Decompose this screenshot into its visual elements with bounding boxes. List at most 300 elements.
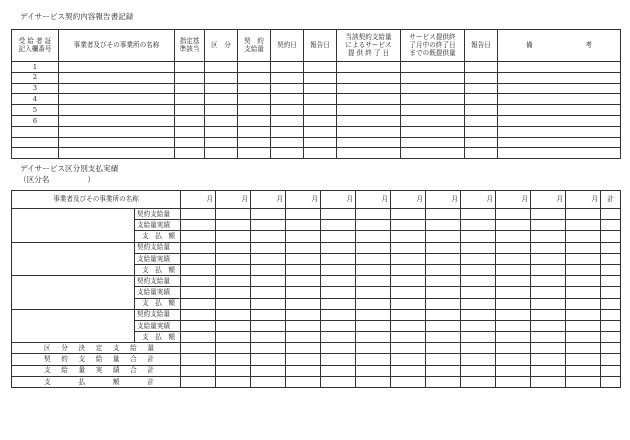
entry-cell[interactable]	[59, 115, 175, 126]
entry-cell[interactable]	[465, 148, 498, 159]
entry-cell[interactable]	[304, 115, 337, 126]
amount-cell[interactable]	[461, 298, 496, 309]
amount-cell[interactable]	[321, 332, 356, 343]
amount-cell[interactable]	[286, 320, 321, 331]
entry-cell[interactable]	[238, 137, 271, 148]
entry-cell[interactable]	[465, 137, 498, 148]
amount-cell[interactable]	[356, 332, 391, 343]
amount-cell[interactable]	[461, 365, 496, 376]
entry-cell[interactable]	[498, 126, 621, 137]
amount-cell[interactable]	[251, 253, 286, 264]
entry-cell[interactable]	[465, 105, 498, 116]
entry-cell[interactable]	[59, 83, 175, 94]
amount-cell[interactable]	[321, 253, 356, 264]
amount-cell[interactable]	[181, 320, 216, 331]
amount-cell[interactable]	[251, 332, 286, 343]
amount-cell[interactable]	[181, 253, 216, 264]
amount-cell[interactable]	[216, 320, 251, 331]
entry-cell[interactable]	[465, 115, 498, 126]
amount-cell[interactable]	[601, 209, 621, 220]
amount-cell[interactable]	[356, 309, 391, 320]
amount-cell[interactable]	[286, 309, 321, 320]
entry-cell[interactable]	[401, 94, 465, 105]
amount-cell[interactable]	[426, 231, 461, 242]
entry-cell[interactable]	[205, 62, 238, 73]
amount-cell[interactable]	[181, 231, 216, 242]
amount-cell[interactable]	[181, 354, 216, 365]
amount-cell[interactable]	[566, 332, 601, 343]
amount-cell[interactable]	[496, 220, 531, 231]
entry-cell[interactable]	[401, 105, 465, 116]
amount-cell[interactable]	[286, 354, 321, 365]
amount-cell[interactable]	[286, 242, 321, 253]
amount-cell[interactable]	[496, 264, 531, 275]
entry-cell[interactable]	[401, 62, 465, 73]
amount-cell[interactable]	[391, 376, 426, 387]
amount-cell[interactable]	[286, 287, 321, 298]
entry-cell[interactable]	[337, 126, 401, 137]
amount-cell[interactable]	[391, 264, 426, 275]
amount-cell[interactable]	[251, 209, 286, 220]
entry-cell[interactable]	[205, 137, 238, 148]
amount-cell[interactable]	[356, 253, 391, 264]
amount-cell[interactable]	[251, 320, 286, 331]
entry-cell[interactable]	[238, 148, 271, 159]
amount-cell[interactable]	[601, 264, 621, 275]
amount-cell[interactable]	[531, 320, 566, 331]
entry-cell[interactable]	[465, 72, 498, 83]
amount-cell[interactable]	[181, 287, 216, 298]
amount-cell[interactable]	[321, 298, 356, 309]
entry-cell[interactable]	[205, 105, 238, 116]
amount-cell[interactable]	[601, 276, 621, 287]
entry-cell[interactable]	[271, 72, 304, 83]
entry-cell[interactable]	[205, 115, 238, 126]
amount-cell[interactable]	[426, 242, 461, 253]
amount-cell[interactable]	[566, 253, 601, 264]
amount-cell[interactable]	[356, 298, 391, 309]
amount-cell[interactable]	[496, 365, 531, 376]
amount-cell[interactable]	[251, 242, 286, 253]
amount-cell[interactable]	[391, 287, 426, 298]
entry-cell[interactable]	[59, 62, 175, 73]
entry-cell[interactable]	[304, 83, 337, 94]
amount-cell[interactable]	[461, 276, 496, 287]
entry-cell[interactable]	[337, 72, 401, 83]
amount-cell[interactable]	[531, 365, 566, 376]
amount-cell[interactable]	[181, 276, 216, 287]
amount-cell[interactable]	[601, 231, 621, 242]
amount-cell[interactable]	[461, 242, 496, 253]
entry-cell[interactable]	[59, 94, 175, 105]
amount-cell[interactable]	[461, 354, 496, 365]
amount-cell[interactable]	[286, 332, 321, 343]
amount-cell[interactable]	[391, 354, 426, 365]
amount-cell[interactable]	[566, 209, 601, 220]
amount-cell[interactable]	[531, 376, 566, 387]
amount-cell[interactable]	[251, 365, 286, 376]
amount-cell[interactable]	[251, 343, 286, 354]
entry-cell[interactable]	[238, 115, 271, 126]
amount-cell[interactable]	[461, 209, 496, 220]
amount-cell[interactable]	[251, 264, 286, 275]
amount-cell[interactable]	[391, 365, 426, 376]
entry-cell[interactable]	[498, 137, 621, 148]
amount-cell[interactable]	[601, 287, 621, 298]
amount-cell[interactable]	[531, 287, 566, 298]
entry-cell[interactable]	[175, 105, 205, 116]
amount-cell[interactable]	[181, 264, 216, 275]
amount-cell[interactable]	[286, 276, 321, 287]
amount-cell[interactable]	[216, 376, 251, 387]
amount-cell[interactable]	[356, 365, 391, 376]
amount-cell[interactable]	[601, 253, 621, 264]
amount-cell[interactable]	[391, 343, 426, 354]
amount-cell[interactable]	[391, 242, 426, 253]
amount-cell[interactable]	[566, 298, 601, 309]
amount-cell[interactable]	[391, 231, 426, 242]
amount-cell[interactable]	[321, 220, 356, 231]
amount-cell[interactable]	[496, 343, 531, 354]
amount-cell[interactable]	[531, 253, 566, 264]
entry-cell[interactable]	[401, 72, 465, 83]
entry-cell[interactable]	[498, 148, 621, 159]
amount-cell[interactable]	[391, 209, 426, 220]
amount-cell[interactable]	[496, 276, 531, 287]
entry-cell[interactable]	[175, 94, 205, 105]
amount-cell[interactable]	[181, 298, 216, 309]
amount-cell[interactable]	[356, 320, 391, 331]
amount-cell[interactable]	[356, 231, 391, 242]
amount-cell[interactable]	[496, 287, 531, 298]
amount-cell[interactable]	[181, 242, 216, 253]
entry-cell[interactable]	[271, 105, 304, 116]
amount-cell[interactable]	[566, 276, 601, 287]
amount-cell[interactable]	[496, 231, 531, 242]
amount-cell[interactable]	[356, 276, 391, 287]
amount-cell[interactable]	[601, 332, 621, 343]
amount-cell[interactable]	[426, 354, 461, 365]
amount-cell[interactable]	[531, 276, 566, 287]
amount-cell[interactable]	[321, 231, 356, 242]
amount-cell[interactable]	[391, 332, 426, 343]
provider-name-cell[interactable]	[12, 309, 135, 343]
entry-cell[interactable]	[175, 62, 205, 73]
entry-cell[interactable]	[304, 126, 337, 137]
entry-cell[interactable]	[59, 137, 175, 148]
amount-cell[interactable]	[391, 320, 426, 331]
entry-cell[interactable]	[59, 148, 175, 159]
amount-cell[interactable]	[531, 354, 566, 365]
amount-cell[interactable]	[426, 264, 461, 275]
amount-cell[interactable]	[286, 231, 321, 242]
entry-cell[interactable]	[238, 94, 271, 105]
amount-cell[interactable]	[356, 242, 391, 253]
amount-cell[interactable]	[286, 253, 321, 264]
entry-cell[interactable]	[59, 72, 175, 83]
entry-cell[interactable]	[401, 115, 465, 126]
amount-cell[interactable]	[391, 253, 426, 264]
amount-cell[interactable]	[531, 209, 566, 220]
entry-cell[interactable]	[465, 126, 498, 137]
amount-cell[interactable]	[216, 365, 251, 376]
amount-cell[interactable]	[356, 343, 391, 354]
amount-cell[interactable]	[216, 332, 251, 343]
entry-cell[interactable]	[337, 83, 401, 94]
amount-cell[interactable]	[461, 220, 496, 231]
amount-cell[interactable]	[251, 309, 286, 320]
amount-cell[interactable]	[601, 309, 621, 320]
amount-cell[interactable]	[566, 354, 601, 365]
entry-cell[interactable]	[401, 126, 465, 137]
amount-cell[interactable]	[496, 354, 531, 365]
amount-cell[interactable]	[531, 298, 566, 309]
amount-cell[interactable]	[566, 343, 601, 354]
amount-cell[interactable]	[216, 264, 251, 275]
amount-cell[interactable]	[216, 276, 251, 287]
amount-cell[interactable]	[321, 309, 356, 320]
entry-cell[interactable]	[271, 126, 304, 137]
amount-cell[interactable]	[496, 320, 531, 331]
amount-cell[interactable]	[531, 231, 566, 242]
amount-cell[interactable]	[566, 365, 601, 376]
amount-cell[interactable]	[566, 376, 601, 387]
amount-cell[interactable]	[566, 287, 601, 298]
amount-cell[interactable]	[601, 298, 621, 309]
amount-cell[interactable]	[321, 365, 356, 376]
amount-cell[interactable]	[531, 242, 566, 253]
amount-cell[interactable]	[601, 242, 621, 253]
entry-cell[interactable]	[337, 94, 401, 105]
amount-cell[interactable]	[426, 220, 461, 231]
amount-cell[interactable]	[286, 343, 321, 354]
entry-cell[interactable]	[337, 137, 401, 148]
amount-cell[interactable]	[461, 264, 496, 275]
amount-cell[interactable]	[461, 309, 496, 320]
amount-cell[interactable]	[531, 343, 566, 354]
amount-cell[interactable]	[321, 276, 356, 287]
provider-name-cell[interactable]	[12, 242, 135, 276]
entry-cell[interactable]	[175, 126, 205, 137]
amount-cell[interactable]	[426, 298, 461, 309]
amount-cell[interactable]	[426, 376, 461, 387]
entry-cell[interactable]	[271, 94, 304, 105]
amount-cell[interactable]	[601, 343, 621, 354]
amount-cell[interactable]	[356, 209, 391, 220]
amount-cell[interactable]	[426, 253, 461, 264]
entry-cell[interactable]	[304, 105, 337, 116]
amount-cell[interactable]	[426, 309, 461, 320]
amount-cell[interactable]	[426, 287, 461, 298]
amount-cell[interactable]	[216, 309, 251, 320]
entry-cell[interactable]	[465, 94, 498, 105]
amount-cell[interactable]	[321, 354, 356, 365]
entry-cell[interactable]	[59, 126, 175, 137]
entry-cell[interactable]	[205, 72, 238, 83]
entry-cell[interactable]	[498, 115, 621, 126]
amount-cell[interactable]	[321, 376, 356, 387]
entry-cell[interactable]	[205, 126, 238, 137]
amount-cell[interactable]	[251, 298, 286, 309]
entry-cell[interactable]	[205, 83, 238, 94]
entry-cell[interactable]	[465, 83, 498, 94]
amount-cell[interactable]	[496, 253, 531, 264]
amount-cell[interactable]	[566, 264, 601, 275]
amount-cell[interactable]	[286, 298, 321, 309]
provider-name-cell[interactable]	[12, 276, 135, 310]
amount-cell[interactable]	[321, 287, 356, 298]
entry-cell[interactable]	[304, 62, 337, 73]
entry-cell[interactable]	[271, 83, 304, 94]
amount-cell[interactable]	[426, 332, 461, 343]
entry-cell[interactable]	[271, 115, 304, 126]
amount-cell[interactable]	[286, 209, 321, 220]
amount-cell[interactable]	[356, 287, 391, 298]
amount-cell[interactable]	[426, 320, 461, 331]
entry-cell[interactable]	[401, 83, 465, 94]
amount-cell[interactable]	[461, 343, 496, 354]
amount-cell[interactable]	[321, 264, 356, 275]
amount-cell[interactable]	[181, 309, 216, 320]
amount-cell[interactable]	[426, 365, 461, 376]
amount-cell[interactable]	[496, 298, 531, 309]
amount-cell[interactable]	[496, 376, 531, 387]
amount-cell[interactable]	[566, 242, 601, 253]
amount-cell[interactable]	[566, 231, 601, 242]
amount-cell[interactable]	[216, 287, 251, 298]
entry-cell[interactable]	[498, 62, 621, 73]
amount-cell[interactable]	[601, 354, 621, 365]
entry-cell[interactable]	[175, 83, 205, 94]
amount-cell[interactable]	[216, 343, 251, 354]
amount-cell[interactable]	[321, 242, 356, 253]
entry-cell[interactable]	[205, 148, 238, 159]
entry-cell[interactable]	[337, 148, 401, 159]
entry-cell[interactable]	[59, 105, 175, 116]
amount-cell[interactable]	[321, 209, 356, 220]
amount-cell[interactable]	[251, 220, 286, 231]
entry-cell[interactable]	[304, 94, 337, 105]
entry-cell[interactable]	[498, 105, 621, 116]
amount-cell[interactable]	[286, 264, 321, 275]
entry-cell[interactable]	[238, 105, 271, 116]
amount-cell[interactable]	[461, 231, 496, 242]
amount-cell[interactable]	[216, 298, 251, 309]
amount-cell[interactable]	[251, 354, 286, 365]
amount-cell[interactable]	[601, 365, 621, 376]
entry-cell[interactable]	[304, 72, 337, 83]
amount-cell[interactable]	[181, 332, 216, 343]
amount-cell[interactable]	[601, 376, 621, 387]
amount-cell[interactable]	[531, 309, 566, 320]
amount-cell[interactable]	[181, 365, 216, 376]
amount-cell[interactable]	[391, 298, 426, 309]
amount-cell[interactable]	[391, 309, 426, 320]
amount-cell[interactable]	[286, 365, 321, 376]
entry-cell[interactable]	[238, 62, 271, 73]
amount-cell[interactable]	[216, 220, 251, 231]
amount-cell[interactable]	[321, 320, 356, 331]
entry-cell[interactable]	[271, 148, 304, 159]
amount-cell[interactable]	[286, 220, 321, 231]
entry-cell[interactable]	[175, 115, 205, 126]
entry-cell[interactable]	[337, 62, 401, 73]
amount-cell[interactable]	[181, 220, 216, 231]
amount-cell[interactable]	[566, 320, 601, 331]
entry-cell[interactable]	[271, 62, 304, 73]
entry-cell[interactable]	[401, 137, 465, 148]
entry-cell[interactable]	[175, 148, 205, 159]
entry-cell[interactable]	[304, 148, 337, 159]
amount-cell[interactable]	[356, 264, 391, 275]
amount-cell[interactable]	[181, 376, 216, 387]
amount-cell[interactable]	[286, 376, 321, 387]
amount-cell[interactable]	[216, 354, 251, 365]
amount-cell[interactable]	[356, 220, 391, 231]
entry-cell[interactable]	[175, 72, 205, 83]
amount-cell[interactable]	[426, 209, 461, 220]
entry-cell[interactable]	[175, 137, 205, 148]
amount-cell[interactable]	[601, 220, 621, 231]
amount-cell[interactable]	[496, 242, 531, 253]
amount-cell[interactable]	[496, 309, 531, 320]
amount-cell[interactable]	[356, 354, 391, 365]
entry-cell[interactable]	[205, 94, 238, 105]
amount-cell[interactable]	[601, 320, 621, 331]
entry-cell[interactable]	[465, 62, 498, 73]
entry-cell[interactable]	[337, 115, 401, 126]
amount-cell[interactable]	[251, 231, 286, 242]
amount-cell[interactable]	[461, 287, 496, 298]
amount-cell[interactable]	[566, 220, 601, 231]
amount-cell[interactable]	[216, 231, 251, 242]
amount-cell[interactable]	[461, 332, 496, 343]
amount-cell[interactable]	[251, 376, 286, 387]
amount-cell[interactable]	[181, 343, 216, 354]
entry-cell[interactable]	[271, 137, 304, 148]
amount-cell[interactable]	[496, 332, 531, 343]
entry-cell[interactable]	[304, 137, 337, 148]
amount-cell[interactable]	[461, 320, 496, 331]
amount-cell[interactable]	[461, 253, 496, 264]
amount-cell[interactable]	[391, 276, 426, 287]
amount-cell[interactable]	[531, 220, 566, 231]
provider-name-cell[interactable]	[12, 209, 135, 243]
amount-cell[interactable]	[426, 343, 461, 354]
entry-cell[interactable]	[498, 72, 621, 83]
entry-cell[interactable]	[498, 94, 621, 105]
amount-cell[interactable]	[356, 376, 391, 387]
amount-cell[interactable]	[216, 209, 251, 220]
amount-cell[interactable]	[251, 276, 286, 287]
entry-cell[interactable]	[337, 105, 401, 116]
amount-cell[interactable]	[496, 209, 531, 220]
amount-cell[interactable]	[531, 264, 566, 275]
amount-cell[interactable]	[181, 209, 216, 220]
amount-cell[interactable]	[321, 343, 356, 354]
entry-cell[interactable]	[498, 83, 621, 94]
amount-cell[interactable]	[566, 309, 601, 320]
amount-cell[interactable]	[461, 376, 496, 387]
entry-cell[interactable]	[238, 126, 271, 137]
entry-cell[interactable]	[238, 83, 271, 94]
amount-cell[interactable]	[216, 242, 251, 253]
amount-cell[interactable]	[216, 253, 251, 264]
entry-cell[interactable]	[238, 72, 271, 83]
amount-cell[interactable]	[391, 220, 426, 231]
amount-cell[interactable]	[531, 332, 566, 343]
entry-cell[interactable]	[401, 148, 465, 159]
